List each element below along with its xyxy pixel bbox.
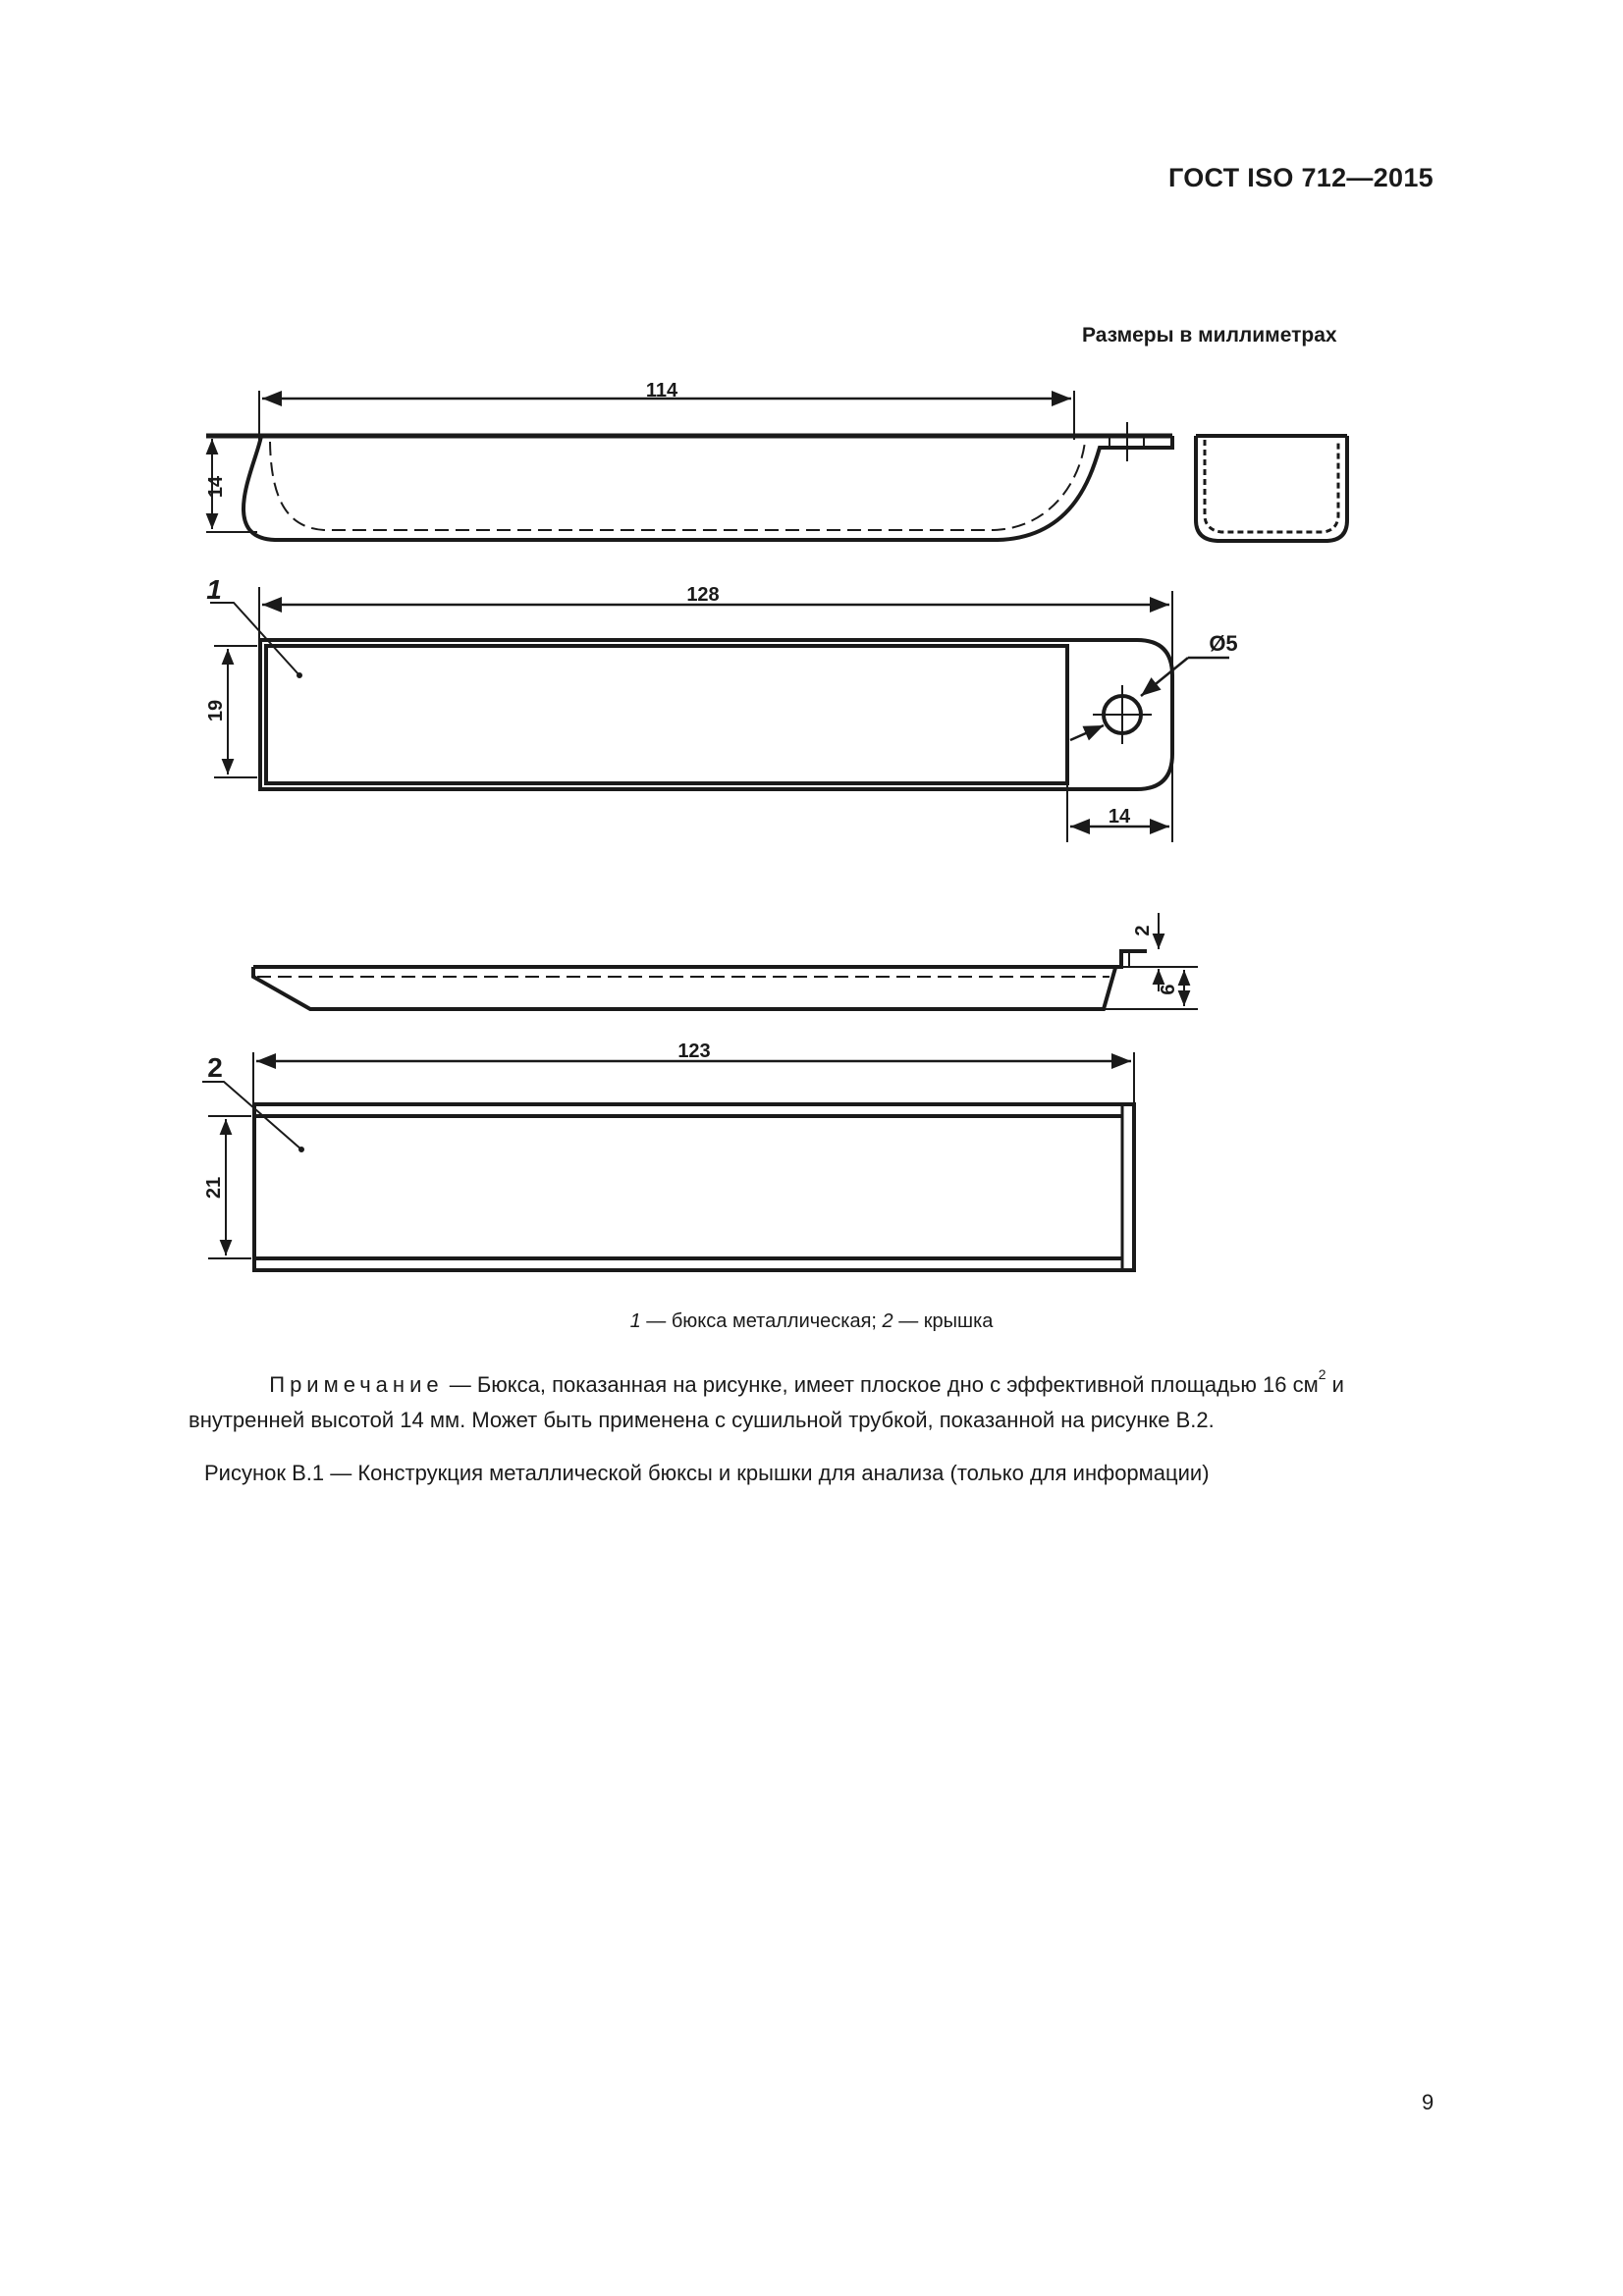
lid-top-view bbox=[202, 1041, 1134, 1270]
note-text: — Бюкса, показанная на рисунке, имеет плоское дно с эффективной площадью 16 см bbox=[443, 1372, 1319, 1397]
svg-text:21: 21 bbox=[203, 1176, 225, 1200]
svg-text:6: 6 bbox=[1158, 984, 1179, 995]
page-number: 9 bbox=[1422, 2090, 1434, 2114]
figure-legend bbox=[0, 1310, 1623, 1333]
figure-caption: Рисунок В.1 — Конструкция металлической бюксы и крышки для анализа (только для информации) bbox=[204, 1461, 1210, 1485]
note-label: Примечание bbox=[269, 1372, 444, 1397]
svg-text:19: 19 bbox=[205, 699, 227, 722]
lid-side-view bbox=[253, 913, 1198, 1009]
legend-item-2-text: — крышка bbox=[893, 1310, 994, 1332]
dish-cross-section bbox=[1196, 436, 1347, 541]
svg-text:123: 123 bbox=[677, 1041, 711, 1062]
dish-top-view bbox=[205, 574, 1238, 842]
figure-note bbox=[189, 1367, 1435, 1438]
svg-text:14: 14 bbox=[1108, 806, 1131, 828]
dimensions-unit-note: Размеры в миллиметрах bbox=[1082, 324, 1337, 347]
svg-text:1: 1 bbox=[206, 574, 222, 605]
svg-text:2: 2 bbox=[1132, 925, 1154, 936]
svg-text:2: 2 bbox=[207, 1052, 223, 1083]
legend-item-1-text: — бюкса металлическая; bbox=[640, 1310, 883, 1332]
standard-code-header: ГОСТ ISO 712—2015 bbox=[1168, 163, 1434, 192]
dish-side-view bbox=[205, 380, 1172, 540]
legend-item-1-number: 1 bbox=[629, 1310, 641, 1332]
legend-item-2-number: 2 bbox=[882, 1310, 893, 1332]
svg-text:14: 14 bbox=[205, 475, 227, 499]
svg-text:Ø5: Ø5 bbox=[1209, 631, 1238, 656]
svg-text:128: 128 bbox=[686, 584, 720, 606]
note-text-continued: и внутренней высотой 14 мм. Может быть применена с сушильной трубкой, показанной на рисунке В.2. bbox=[189, 1372, 1344, 1432]
note-superscript: 2 bbox=[1318, 1366, 1326, 1382]
svg-text:114: 114 bbox=[645, 380, 678, 401]
